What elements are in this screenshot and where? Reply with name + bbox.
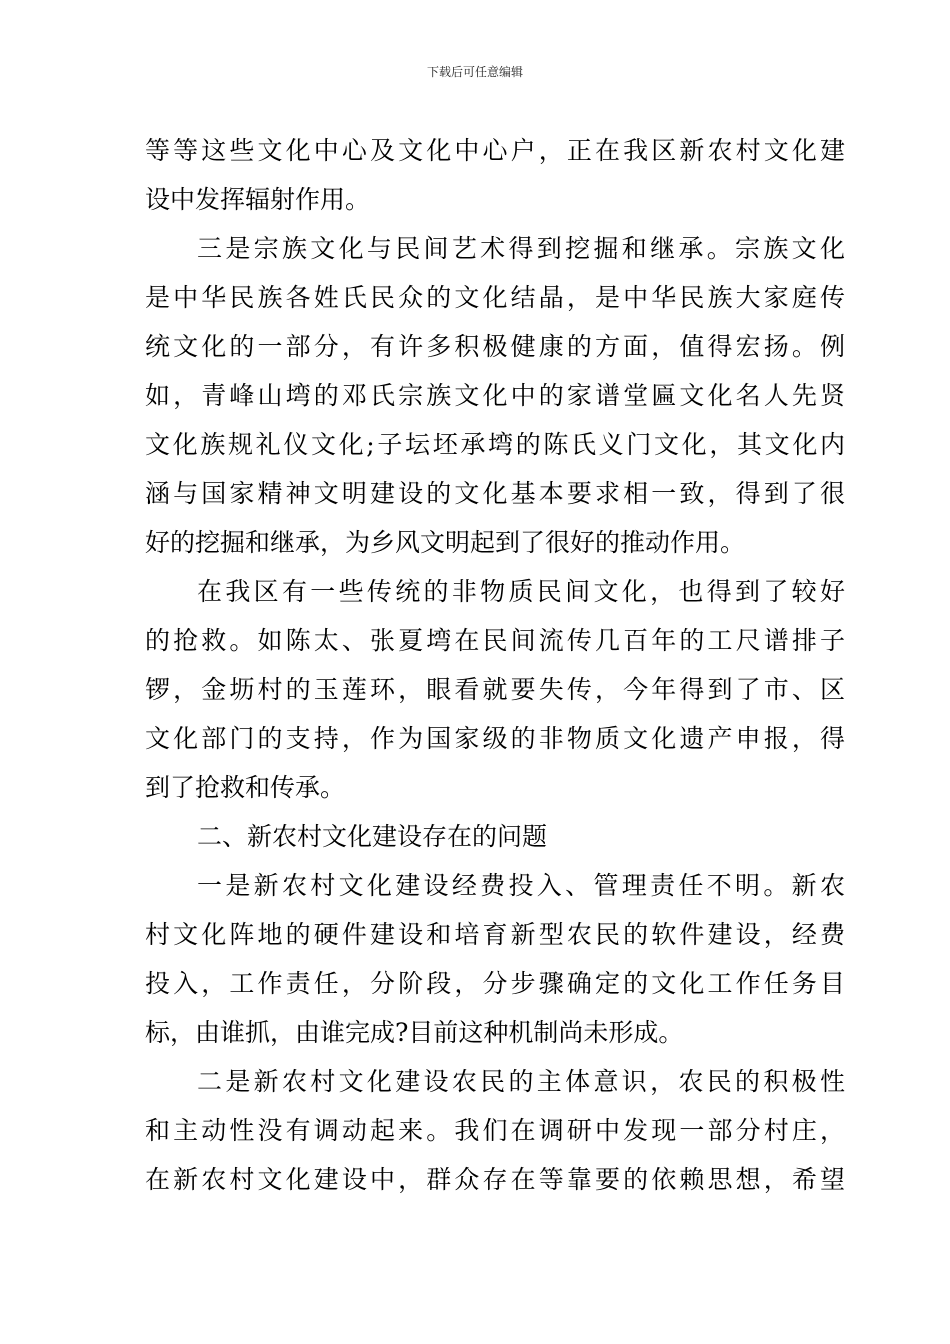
text-line: 村文化阵地的硬件建设和培育新型农民的软件建设，经费 (145, 920, 845, 949)
text-line: 文化族规礼仪文化;子坛坯承塆的陈氏义门文化，其文化内 (145, 430, 845, 459)
paragraph-first-line: 一是新农村文化建设经费投入、管理责任不明。新农 (197, 871, 845, 900)
text-line: 在新农村文化建设中，群众存在等靠要的依赖思想，希望 (145, 1165, 845, 1194)
paragraph-first-line: 三是宗族文化与民间艺术得到挖掘和继承。宗族文化 (197, 234, 845, 263)
text-line: 如，青峰山塆的邓氏宗族文化中的家谱堂匾文化名人先贤 (145, 381, 845, 410)
text-line: 到了抢救和传承。 (145, 773, 346, 802)
paragraph-first-line: 在我区有一些传统的非物质民间文化，也得到了较好 (197, 577, 845, 606)
section-heading: 二、新农村文化建设存在的问题 (197, 822, 548, 851)
text-line: 投入，工作责任，分阶段，分步骤确定的文化工作任务目 (145, 969, 845, 998)
text-line: 文化部门的支持，作为国家级的非物质文化遗产申报，得 (145, 724, 845, 753)
text-line: 设中发挥辐射作用。 (145, 185, 371, 214)
text-line: 标，由谁抓，由谁完成?目前这种机制尚未形成。 (145, 1018, 684, 1047)
paragraph-first-line: 二是新农村文化建设农民的主体意识，农民的积极性 (197, 1067, 845, 1096)
page-header: 下载后可任意编辑 (426, 65, 523, 79)
text-line: 好的挖掘和继承，为乡风文明起到了很好的推动作用。 (145, 528, 746, 557)
text-line: 是中华民族各姓氏民众的文化结晶，是中华民族大家庭传 (145, 283, 845, 312)
text-line: 锣，金坜村的玉莲环，眼看就要失传，今年得到了市、区 (145, 675, 845, 704)
text-line: 和主动性没有调动起来。我们在调研中发现一部分村庄， (145, 1116, 845, 1145)
text-line: 涵与国家精神文明建设的文化基本要求相一致，得到了很 (145, 479, 845, 508)
text-line: 统文化的一部分，有许多积极健康的方面，值得宏扬。例 (145, 332, 845, 361)
text-line: 的抢救。如陈太、张夏塆在民间流传几百年的工尺谱排子 (145, 626, 845, 655)
text-line: 等等这些文化中心及文化中心户，正在我区新农村文化建 (145, 136, 845, 165)
